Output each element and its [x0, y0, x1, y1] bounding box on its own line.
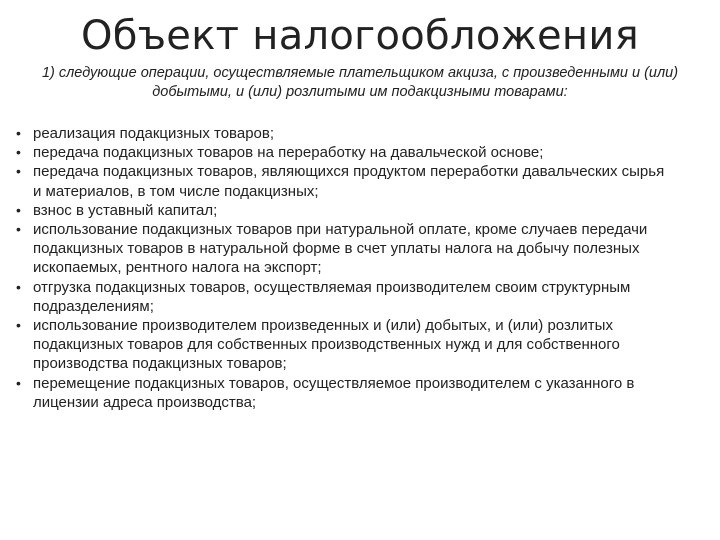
bullet-icon: • — [16, 201, 21, 218]
bullet-item — [16, 278, 676, 316]
bullet-list — [16, 124, 676, 412]
bullet-item — [16, 374, 676, 412]
bullet-item — [16, 124, 676, 143]
slide-subtitle: 1) следующие операции, осуществляемые плательщиком акциза, с произведенными и (или) добытыми, и (или) розлитыми им подакцизными товарами: — [41, 65, 679, 100]
bullet-text: использование подакцизных товаров при натуральной оплате, кроме случаев передачи подакцизных товаров в натуральной форме в счет уплаты налога на добычу полезных ископаемых, рентного налога на экспорт; — [33, 221, 648, 277]
bullet-icon: • — [16, 221, 21, 238]
bullet-icon: • — [16, 317, 21, 334]
bullet-text: взнос в уставный капитал; — [33, 201, 218, 219]
bullet-icon: • — [16, 278, 21, 295]
bullet-text: передача подакцизных товаров на переработку на давальческой основе; — [33, 144, 544, 162]
bullet-icon: • — [16, 144, 21, 161]
bullet-text: реализация подакцизных товаров; — [33, 125, 275, 142]
bullet-icon: • — [16, 374, 21, 391]
bullet-item — [16, 316, 676, 374]
bullet-item — [16, 201, 676, 220]
bullet-text: отгрузка подакцизных товаров, осуществляемая производителем своим структурным подразделениям; — [33, 278, 631, 315]
bullet-item — [16, 220, 676, 278]
bullet-icon: • — [16, 163, 21, 180]
bullet-text: перемещение подакцизных товаров, осуществляемое производителем с указанного в лицензии адреса производства; — [33, 374, 635, 411]
bullet-text: использование производителем произведенных и (или) добытых, и (или) розлитых подакцизных товаров для собственных производственных нужд и для собственного производства подакцизных товаров; — [33, 317, 620, 373]
bullet-item — [16, 143, 676, 162]
slide-title: Объект налогообложения — [80, 13, 640, 59]
bullet-icon: • — [16, 125, 21, 141]
bullet-text: передача подакцизных товаров, являющихся продуктом переработки давальческих сырья и материалов, в том числе подакцизных; — [33, 163, 665, 200]
bullet-item — [16, 162, 676, 200]
